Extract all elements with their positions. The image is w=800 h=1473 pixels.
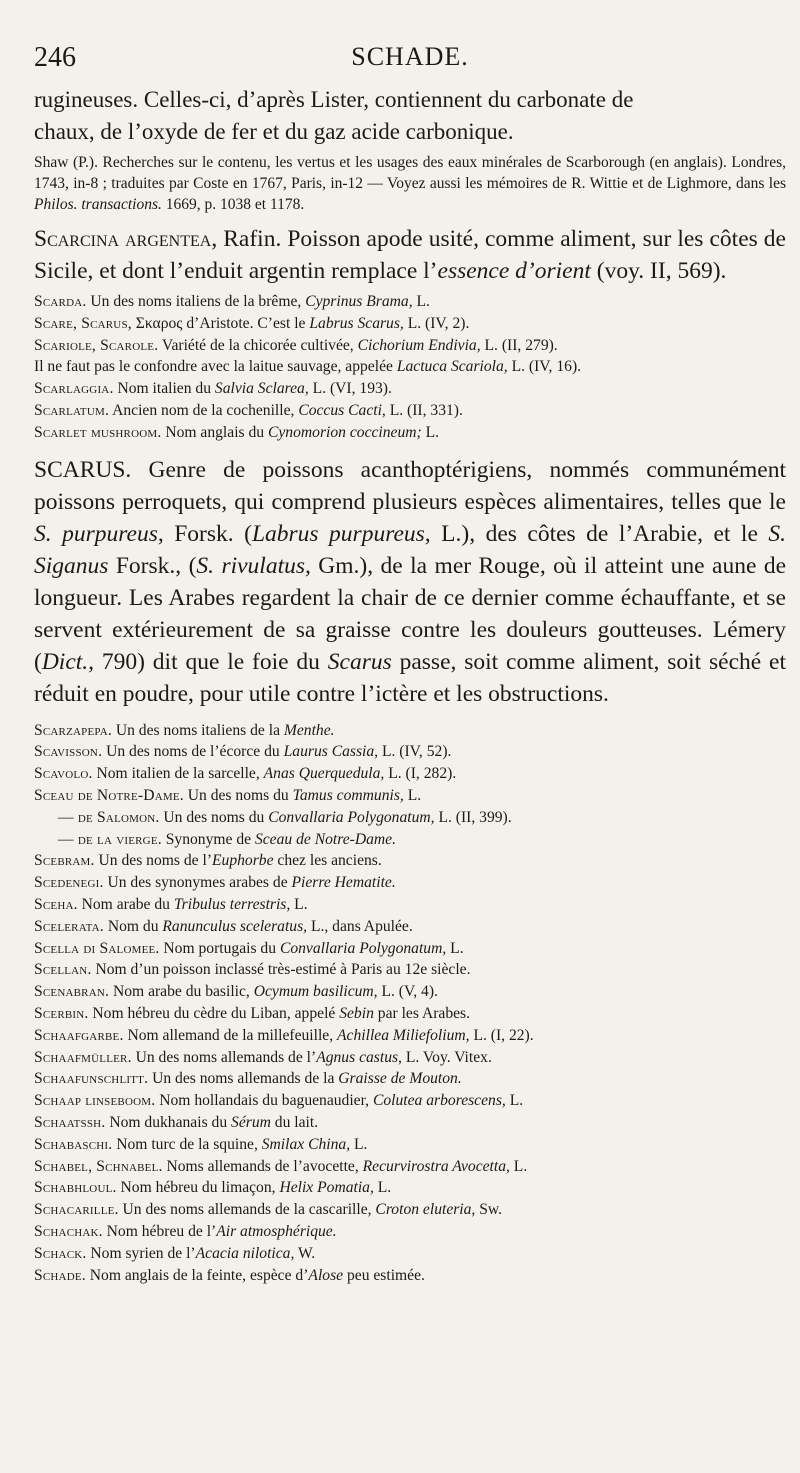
entry-italic: Convallaria Polygonatum, (268, 808, 435, 826)
entry-tail: L. Voy. Vitex. (401, 1048, 492, 1066)
entry-tail: peu estimée. (343, 1266, 425, 1284)
shaw-author: Shaw (P.). (34, 154, 98, 171)
entry-headword: Scariole, Scarole. (34, 336, 159, 354)
entry-text: Nom italien de la sarcelle, (92, 765, 264, 783)
entry-text: Nom anglais du (161, 423, 268, 441)
dictionary-entry (34, 1243, 786, 1265)
entry-italic: Ranunculus sceleratus, (162, 917, 308, 935)
entry-italic: Cichorium Endivia, (357, 336, 481, 354)
entry-italic: Cynomorion coccineum; (267, 423, 422, 441)
entry-italic: Tamus communis, (292, 786, 404, 804)
shaw-tail: 1669, p. 1038 et 1178. (161, 196, 305, 213)
running-head: SCHADE. (351, 42, 469, 71)
entry-text: Nom hollandais du baguenaudier, (155, 1092, 373, 1110)
scarus-italic-3: S. Siganus (34, 520, 786, 579)
dictionary-entry (34, 400, 786, 422)
dictionary-page (34, 42, 786, 1292)
entry-headword: Scarzapepa. (34, 721, 112, 739)
entry-tail: Sw. (475, 1201, 503, 1219)
entry-headword: Schabhloul. (34, 1179, 117, 1197)
scarus-text-3: L.), des côtes de l’Arabie, et le (430, 520, 769, 547)
entry-tail: L. (IV, 16). (507, 358, 582, 376)
entry-tail: L. (290, 895, 308, 913)
dictionary-entry (34, 291, 786, 313)
entries-list-b (34, 720, 786, 1287)
entry-italic: Lactuca Scariola, (396, 358, 508, 376)
scarus-headword: SCARUS. (34, 456, 132, 483)
entry-text: Nom arabe du (77, 895, 174, 913)
scarus-text-1: Genre de poissons acanthoptérigiens, nommés communément poissons perroquets, qui comprend plusieurs espèces alimentaires, telles que le (34, 456, 786, 515)
entry-headword: Scellan. (34, 961, 92, 979)
dictionary-entry (34, 1068, 786, 1090)
shaw-text: Recherches sur le contenu, les vertus et les usages des eaux minérales de Scarborough (en anglais). Londres, 1743, in-8 ; traduites par Coste en 1767, Paris, in-12 — Voyez aussi les mémoires de R. Wittie et de Lighmore, dans les (34, 154, 786, 192)
entry-headword: Scella di Salomee. (34, 939, 160, 957)
entry-headword: Scelerata. (34, 917, 104, 935)
dictionary-entry (34, 378, 786, 400)
scarcina-text-1: , Rafin. Poisson apode usité, comme aliment, sur les côtes de Sicile, et dont l’enduit argentin remplace l’ (34, 226, 786, 284)
entry-tail: L. (412, 293, 430, 310)
entry-italic: Coccus Cacti, (298, 401, 386, 419)
entry-text: Un des noms allemands de la (148, 1070, 339, 1088)
dictionary-entry (34, 313, 786, 335)
entry-italic: Euphorbe (212, 852, 274, 870)
entry-headword: Schabel, Schnabel. (34, 1157, 163, 1175)
entry-tail: L. (403, 786, 422, 804)
entry-italic: Achillea Miliefolium, (337, 1026, 470, 1044)
dictionary-entry (34, 850, 786, 872)
scarus-text-7: passe, soit comme aliment, soit séché et réduit en poudre, pour utile contre l’ictère et les obstructions. (34, 648, 786, 707)
entry-headword: Scarlatum. (34, 401, 110, 419)
entry-headword: Sceau de Notre-Dame. (34, 786, 184, 804)
entry-text: Nom hébreu de l’ (102, 1222, 217, 1240)
dictionary-entry (34, 720, 786, 742)
dictionary-entry (34, 1090, 786, 1112)
entry-headword: Schaafunschlitt. (34, 1070, 149, 1088)
entry-italic: Helix Pomatia, (279, 1179, 374, 1197)
entry-text: Un des noms du (183, 786, 293, 804)
dictionary-entry (34, 829, 786, 851)
entry-text: Nom italien du (113, 380, 215, 398)
entry-italic: Alose (308, 1266, 344, 1284)
entry-tail: L. (350, 1135, 368, 1153)
entry-tail: L. (I, 22). (469, 1026, 534, 1044)
entry-tail: L. (505, 1092, 524, 1110)
entry-headword: Schaatssh. (34, 1113, 106, 1131)
entry-italic: Anas Querquedula, (263, 765, 385, 783)
dictionary-entry (34, 763, 786, 785)
entry-text: Nom portugais du (159, 939, 280, 957)
entry-headword: Scare, Scarus, (34, 314, 132, 332)
dictionary-entry (34, 1047, 786, 1069)
dictionary-entry (34, 1221, 786, 1243)
entry-headword: Schaafmüller. (34, 1048, 132, 1066)
entry-tail: chez les anciens. (273, 852, 382, 870)
entry-tail: L. (509, 1157, 528, 1175)
scarus-italic-4: S. rivulatus, (196, 552, 311, 579)
shaw-journal: Philos. transactions. (34, 196, 162, 213)
dictionary-entry (34, 1199, 786, 1221)
entry-text: Nom arabe du basilic, (109, 983, 254, 1001)
entry-tail: du lait. (270, 1113, 319, 1131)
entry-text: Nom hébreu du limaçon, (116, 1179, 280, 1197)
dictionary-entry (34, 1112, 786, 1134)
entry-italic: Air atmosphérique. (216, 1222, 337, 1240)
entry-italic: Labrus Scarus, (309, 314, 404, 332)
entry-text: Un des noms italiens de la brême, (86, 293, 306, 310)
entry-italic: Acacia nilotica, (195, 1244, 295, 1262)
entry-italic: Tribulus terrestris, (173, 895, 291, 913)
dictionary-entry (34, 807, 786, 829)
entry-text: Nom du (103, 917, 163, 935)
entry-headword: Schacarille. (34, 1201, 119, 1219)
dictionary-entry (34, 422, 786, 444)
opening-line-2: chaux, de l’oxyde de fer et du gaz acide carbonique. (34, 119, 514, 144)
entry-italic: Ocymum basilicum, (253, 983, 378, 1001)
entry-text: Un des noms allemands de la cascarille, (118, 1201, 376, 1219)
entry-tail: L. (II, 331). (385, 401, 463, 419)
scarus-text-5: Gm.), de la mer Rouge, où il atteint une aune de longueur. Les Arabes regardent la chair de ce dernier comme échauffante, et se servent extérieurement de sa graisse contre les douleurs goutteuses. Lémery ( (34, 552, 786, 675)
dictionary-entry (34, 981, 786, 1003)
entry-text: Un des noms allemands de l’ (131, 1048, 317, 1066)
scarus-entry (34, 454, 786, 710)
entry-headword: Scedenegi. (34, 874, 104, 892)
entry-italic: Salvia Sclarea, (214, 380, 309, 398)
entry-italic: Sérum (231, 1113, 271, 1131)
entry-headword: Sceha. (34, 895, 78, 913)
entries-list-a (34, 291, 786, 444)
entry-headword: Schaap linseboom. (34, 1092, 156, 1110)
dictionary-entry (34, 356, 786, 378)
entry-tail: par les Arabes. (373, 1004, 471, 1022)
entry-italic: Pierre Hematite. (291, 874, 396, 892)
entry-headword: Schachak. (34, 1222, 103, 1240)
entry-tail: L. (V, 4). (377, 983, 438, 1001)
dictionary-entry (34, 1177, 786, 1199)
entry-headword: Scebram. (34, 852, 95, 870)
dictionary-entry (34, 741, 786, 763)
entry-text: Nom allemand de la millefeuille, (123, 1026, 338, 1044)
entry-italic: Menthe. (283, 721, 335, 739)
entry-text: Nom anglais de la feinte, espèce d’ (85, 1266, 309, 1284)
entry-headword: Scavolo. (34, 765, 93, 783)
dictionary-entry (34, 335, 786, 357)
entry-headword: Scerbin. (34, 1004, 89, 1022)
scarus-italic-5: Dict., (41, 648, 95, 675)
entry-text: Un des noms du (159, 808, 269, 826)
scarus-italic-2: Labrus purpureus, (251, 520, 431, 547)
entry-text: Ancien nom de la cochenille, (109, 401, 299, 419)
dictionary-entry (34, 1003, 786, 1025)
entry-headword: Schabaschi. (34, 1135, 113, 1153)
entry-text: Il ne faut pas le confondre avec la laitue sauvage, appelée (34, 358, 397, 376)
scarus-text-4: Forsk., ( (108, 552, 197, 579)
entry-italic: Smilax China, (261, 1135, 351, 1153)
entry-italic: Cyprinus Brama, (305, 293, 413, 310)
entry-tail: L. (II, 279). (480, 336, 558, 354)
dictionary-entry (34, 938, 786, 960)
entry-text: Nom syrien de l’ (86, 1244, 196, 1262)
entry-italic: Graisse de Mouton. (338, 1070, 462, 1088)
entry-italic: Recurvirostra Avocetta, (362, 1157, 510, 1175)
dictionary-entry (34, 785, 786, 807)
dictionary-entry (34, 1134, 786, 1156)
scarus-italic-6: Scarus (327, 648, 392, 675)
entry-tail: L., dans Apulée. (307, 917, 413, 935)
entry-italic: Convallaria Polygonatum, (279, 939, 447, 957)
entry-italic: Sceau de Notre-Dame. (254, 830, 396, 848)
dictionary-entry (34, 1156, 786, 1178)
entry-headword: — de Salomon. (58, 808, 160, 826)
opening-line-1: rugineuses. Celles-ci, d’après Lister, contiennent du carbonate de (34, 87, 634, 112)
dictionary-entry (34, 1265, 786, 1287)
scarcina-headword: Scarcina argentea (34, 226, 212, 252)
entry-text: Un des synonymes arabes de (103, 874, 292, 892)
entry-tail: L. (446, 939, 464, 957)
entry-text: Un des noms italiens de la (111, 721, 284, 739)
dictionary-entry (34, 872, 786, 894)
scarcina-entry (34, 223, 786, 287)
page-header (34, 42, 786, 84)
entry-tail: L. (VI, 193). (308, 380, 392, 398)
entry-tail: L. (IV, 2). (403, 314, 470, 332)
entry-text: Un des noms de l’ (94, 852, 213, 870)
scarus-italic-1: S. purpureus, (34, 520, 164, 547)
entry-tail: L. (II, 399). (434, 808, 512, 826)
entry-headword: Scenabran. (34, 983, 110, 1001)
dictionary-entry (34, 916, 786, 938)
entry-headword: Scarda. (34, 293, 87, 310)
dictionary-entry (34, 894, 786, 916)
entry-text: Nom hébreu du cèdre du Liban, appelé (88, 1004, 340, 1022)
entry-headword: — de la vierge. (58, 830, 162, 848)
entry-text: Σκαρος d’Aristote. C’est le (131, 314, 310, 332)
entry-tail: L. (373, 1179, 392, 1197)
entry-italic: Croton eluteria, (375, 1201, 476, 1219)
entry-italic: Sebin (339, 1004, 374, 1022)
entry-text: Noms allemands de l’avocette, (162, 1157, 363, 1175)
entry-text: Nom dukhanais du (105, 1113, 232, 1131)
entry-text: Nom turc de la squine, (112, 1135, 262, 1153)
dictionary-entry (34, 959, 786, 981)
scarcina-italic: essence d’orient (437, 258, 591, 284)
page-number: 246 (34, 42, 76, 73)
entry-text: Un des noms de l’écorce du (102, 743, 284, 761)
entry-italic: Laurus Cassia, (283, 743, 379, 761)
entry-tail: L. (IV, 52). (378, 743, 452, 761)
scarus-text-6: 790) dit que le foie du (94, 648, 328, 675)
entry-headword: Scarlet mushroom. (34, 423, 162, 441)
scarcina-text-2: (voy. II, 569). (590, 258, 727, 284)
entry-headword: Scarlaggia. (34, 380, 114, 398)
entry-headword: Schack. (34, 1244, 87, 1262)
entry-headword: Scavisson. (34, 743, 103, 761)
entry-headword: Schade. (34, 1266, 86, 1284)
entry-text: Nom d’un poisson inclassé très-estimé à Paris au 12e siècle. (91, 961, 471, 979)
entry-tail: W. (294, 1244, 316, 1262)
shaw-reference (34, 152, 786, 215)
entry-text: Variété de la chicorée cultivée, (158, 336, 358, 354)
entry-tail: L. (I, 282). (384, 765, 457, 783)
entry-tail: L. (421, 423, 440, 441)
entry-italic: Colutea arborescens, (372, 1092, 506, 1110)
dictionary-entry (34, 1025, 786, 1047)
scarus-text-2: Forsk. ( (163, 520, 252, 547)
entry-text: Synonyme de (161, 830, 255, 848)
entry-headword: Schaafgarbe. (34, 1026, 124, 1044)
entry-italic: Agnus castus, (316, 1048, 402, 1066)
